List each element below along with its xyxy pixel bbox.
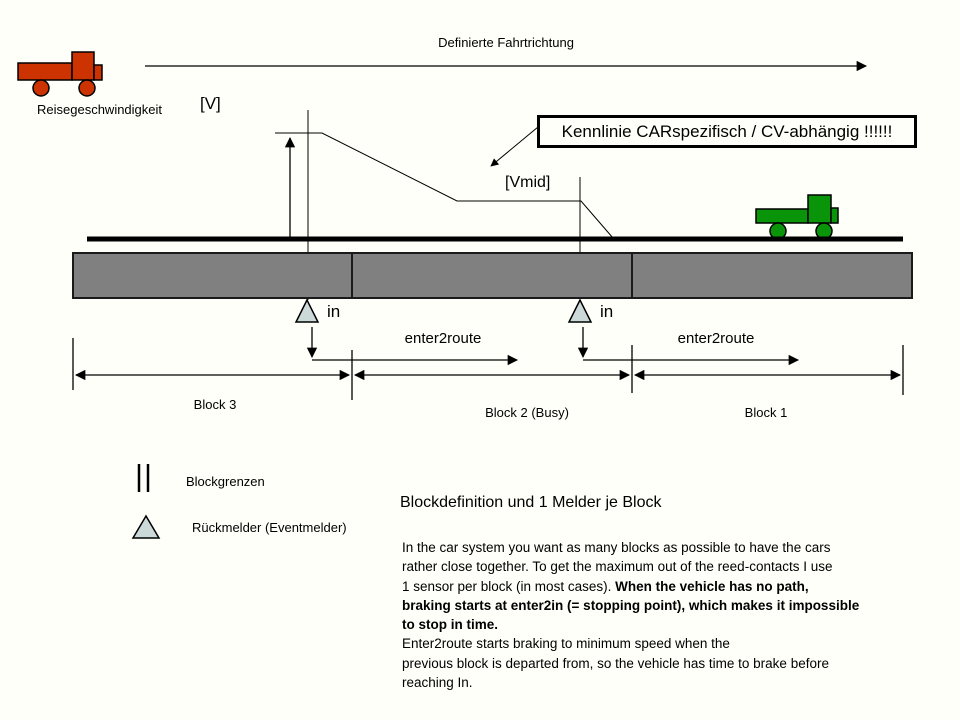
paragraph-line: Enter2route starts braking to minimum speed when the <box>402 636 730 652</box>
legend-sensor-triangle-icon <box>133 516 159 538</box>
in-label-block2: in <box>327 302 341 321</box>
description-paragraph <box>402 538 960 692</box>
kennlinie-note-box <box>537 115 917 148</box>
kennlinie-pointer-arrow <box>491 127 538 166</box>
in-label-block1: in <box>600 302 614 321</box>
enter2route-label-block2: enter2route <box>404 330 482 347</box>
direction-label: Definierte Fahrtrichtung <box>438 35 574 50</box>
block-dimension-lines <box>73 338 903 400</box>
kennlinie-note-label: Kennlinie CARspezifisch / CV-abhängig !!!!!! <box>561 121 893 141</box>
block-bar <box>73 253 912 298</box>
legend-rueckmelder-label: Rückmelder (Eventmelder) <box>192 520 347 535</box>
paragraph-line: 1 sensor per block (in most cases). When the vehicle has no path, <box>402 578 809 594</box>
sensor-triangle-block2-icon <box>296 300 318 322</box>
paragraph-line: reaching In. <box>402 675 473 691</box>
red-truck-icon <box>18 52 102 96</box>
legend-blockgrenzen-icon <box>139 464 148 492</box>
speed-unit-label: [V] <box>200 94 221 113</box>
paragraph-line: previous block is departed from, so the vehicle has time to brake before <box>402 655 829 671</box>
paragraph-line: rather close together. To get the maximum out of the reed-contacts I use <box>402 559 833 575</box>
paragraph-line: In the car system you want as many blocks as possible to have the cars <box>402 540 831 555</box>
paragraph-line: braking starts at enter2in (= stopping point), which makes it impossible <box>402 597 860 613</box>
sensor-triangle-block1-icon <box>569 300 591 322</box>
legend-blockgrenzen-label: Blockgrenzen <box>186 474 265 489</box>
enter2route-label-block1: enter2route <box>677 330 755 347</box>
speed-curve <box>275 133 613 238</box>
block3-label: Block 3 <box>193 397 237 412</box>
vmid-label: [Vmid] <box>505 174 551 191</box>
block1-label: Block 1 <box>744 405 788 420</box>
paragraph-line: to stop in time. <box>402 617 498 633</box>
description-heading: Blockdefinition und 1 Melder je Block <box>400 494 662 511</box>
travel-speed-label: Reisegeschwindigkeit <box>37 102 163 117</box>
green-truck-icon <box>756 195 838 239</box>
block2-label: Block 2 (Busy) <box>485 405 569 420</box>
